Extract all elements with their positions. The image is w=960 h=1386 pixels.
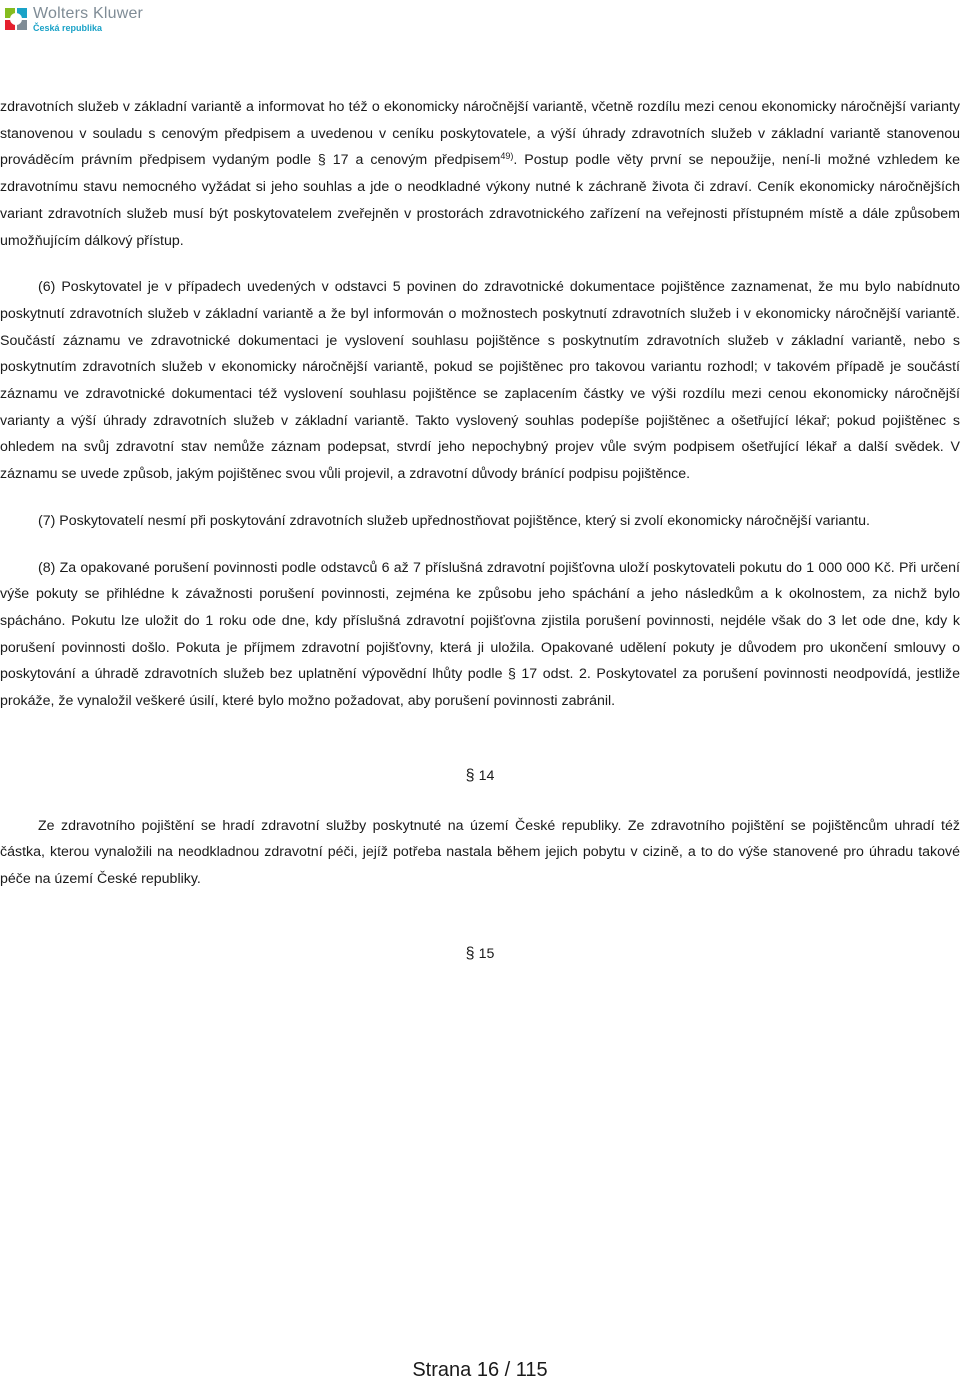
wolters-kluwer-logo <box>4 3 143 35</box>
paragraph-5-continued <box>0 94 960 254</box>
page-number: Strana 16 / 115 <box>412 1359 548 1381</box>
logo-name: Wolters Kluwer <box>33 4 144 22</box>
section-sign: § <box>465 766 475 784</box>
paragraph-6: (6) Poskytovatel je v případech uvedených v odstavci 5 povinen do zdravotnické dokumentace pojištěnce zaznamenat, že mu bylo nabídnuto poskytnutí zdravotních služeb v základní variantě a že byl informován o možnostech poskytnutí zdravotních služeb i v ekonomicky náročnější variantě. Součástí záznamu ve zdravotnické dokumentaci je vyslovení souhlasu pojištěnce s poskytnutím zdravotních služeb v základní variantě, nebo s poskytnutím zdravotních služeb v ekonomicky náročnější variantě, pokud se pojištěnec pro takovou variantu rozhodl; v takovém případě je součástí záznamu ve zdravotnické dokumentaci též vyslovení souhlasu pojištěnce se zaplacením částky ve výši rozdílu mezi cenou ekonomicky náročnější varianty a výší úhrady zdravotních služeb v základní variantě. Takto vyslovený souhlas podepíše pojištěnec a ošetřující lékař; pokud pojištěnec s ohledem na svůj zdravotní stav nemůže záznam podepsat, stvrdí jeho nepochybný projev vůle svým podpisem ošetřující lékař a další svědek. V záznamu se uvede způsob, jakým pojištěnec svou vůli projevil, a zdravotní důvody bránící podpisu pojištěnce. <box>0 279 960 483</box>
section-heading-14 <box>0 763 960 789</box>
logo-subtitle: Česká republika <box>33 22 103 33</box>
document-body <box>0 94 960 967</box>
section-number: 15 <box>478 945 495 962</box>
wolters-kluwer-logo-icon <box>4 7 28 31</box>
paragraph-text: . Postup podle věty první se nepoužije, není-li možné vzhledem ke zdravotnímu stavu nemocného vyžádat si jeho souhlas a jde o neodkladné výkony nutné k záchraně života či zdraví. Ceník ekonomicky náročnějších variant zdravotních služeb musí být poskytovatelem zveřejněn v prostorách zdravotnického zařízení na veřejnosti přístupném místě a dále způsobem umožňujícím dálkový přístup. <box>0 152 960 249</box>
section-sign: § <box>465 944 475 962</box>
section-14-paragraph: Ze zdravotního pojištění se hradí zdravotní služby poskytnuté na území České republiky. Ze zdravotního pojištění se pojištěncům uhradí též částka, kterou vynaložili na neodkladnou zdravotní péči, jejíž potřeba nastala během jejich pobytu v cizině, a to do výše stanovené pro úhradu takové péče na území České republiky. <box>0 817 960 888</box>
section-heading-15 <box>0 941 960 967</box>
footnote-ref[interactable]: 49) <box>500 151 514 162</box>
section-number: 14 <box>478 767 495 784</box>
paragraph-text: zdravotních služeb v základní variantě a informovat ho též o ekonomicky náročnější variantě, včetně rozdílu mezi cenou ekonomicky náročnější varianty stanovenou v souladu s cenovým předpisem a uvedenou v ceníku poskytovatele, a výší úhrady zdravotních služeb v základní variantě stanovenou prováděcím právním předpisem vydaným podle § 17 a cenovým předpisem <box>0 99 960 169</box>
paragraph-8: (8) Za opakované porušení povinnosti podle odstavců 6 až 7 příslušná zdravotní pojišťovna uloží poskytovateli pokutu do 1 000 000 Kč. Při určení výše pokuty se přihlédne k závažnosti porušení povinnosti, zejména ke způsobu jeho spáchání a jeho následkům a k okolnostem, za nichž bylo spácháno. Pokutu lze uložit do 1 roku ode dne, kdy příslušná zdravotní pojišťovna zjistila porušení povinnosti, nejdéle však do 3 let ode dne, kdy k porušení povinnosti došlo. Pokuta je příjmem zdravotní pojišťovny, která ji uložila. Opakované udělení pokuty je důvodem pro ukončení smlouvy o poskytování a úhradě zdravotních služeb bez uplatnění výpovědní lhůty podle § 17 odst. 2. Poskytovatel za porušení povinnosti neodpovídá, jestliže prokáže, že vynaložil veškeré úsilí, které bylo možno požadovat, aby porušení povinnosti zabránil. <box>0 559 960 710</box>
paragraph-7: (7) Poskytovatelí nesmí při poskytování zdravotních služeb upřednostňovat pojištěnce, který si zvolí ekonomicky náročnější variantu. <box>38 512 870 529</box>
